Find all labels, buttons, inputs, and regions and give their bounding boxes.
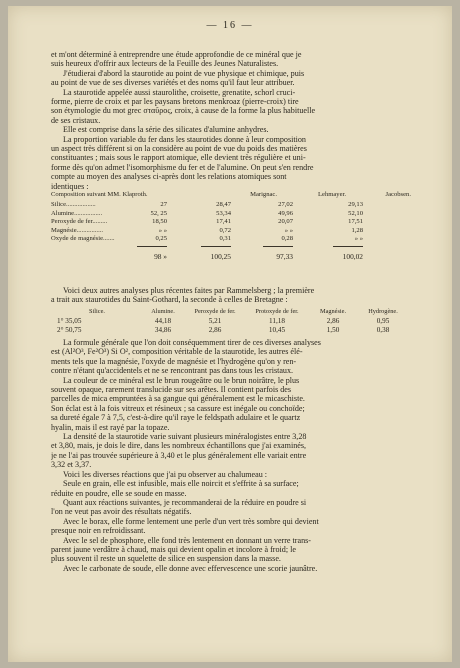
table-cell: » » [158, 226, 167, 234]
table1-header-jacobsen: Jacobsen. [385, 191, 411, 198]
text-line: Elle est comprise dans la série des silicates d'alumine anhydres. [63, 125, 269, 135]
text-line: parcelles de mica empruntées à sa gangue qui généralement est le micaschiste. [51, 394, 305, 404]
table-cell: 0,72 [219, 226, 231, 234]
table-header-cell: Protoxyde de fer. [255, 308, 299, 315]
table1-rows [51, 201, 415, 244]
paragraph-intro [51, 50, 415, 191]
text-line: Voici deux autres analyses plus récentes faites par Rammelsberg ; la première [63, 286, 315, 295]
text-line: J'étudierai d'abord la staurotide au point de vue physique et chimique, puis [63, 68, 305, 78]
table-cell: 20,07 [278, 218, 293, 226]
table-cell: Alumine................. [51, 209, 103, 217]
total-klaproth: 98 » [154, 252, 167, 261]
table-header-cell: Alumine. [151, 308, 175, 315]
text-line: Avec le carbonate de soude, elle donne avec effervescence une scorie jaunâtre. [63, 563, 318, 573]
table-cell: 27,02 [278, 201, 293, 208]
text-line: parent jaune verdâtre à chaud, mais qui devient opalin et incolore à froid; le [51, 544, 296, 554]
sum-rule [201, 246, 231, 247]
text-line: Avec le sel de phosphore, elle fond très lentement en donnant un verre trans- [63, 535, 311, 545]
text-line: La couleur de ce minéral est le brun rougeâtre ou le brun noirâtre, le plus [63, 375, 300, 385]
text-line: La densité de la staurotide varie suivant plusieurs minéralogistes entre 3,28 [63, 432, 307, 442]
text-line: son étymologie du mot grec σταῦρος, croix, à cause de la forme la plus habituelle [51, 106, 316, 116]
text-line: suis heureux d'offrir aux lecteurs de la Feuille des Jeunes Naturalistes. [51, 59, 279, 69]
text-line: ments tels que la magnésie, l'oxyde de magnésie et l'hydrogène qu'on y ren- [51, 356, 297, 366]
table-cell: 2° 50,75 [57, 325, 82, 334]
text-line: et 3,80, mais, je dois le dire, dans les nombreux échantillons que j'ai examinés, [51, 441, 307, 451]
table-cell: 10,45 [268, 325, 286, 334]
text-line: Son éclat est à la fois vitreux et résineux ; sa cassure est inégale ou conchoïde; [51, 403, 305, 413]
text-line: réduite en poudre, elle se soude en masse. [51, 488, 187, 498]
table-cell: 0,25 [155, 235, 167, 243]
table-row [51, 235, 415, 244]
text-line: 3,32 et 3,37. [51, 460, 92, 470]
text-line: plus souvent il reste un squelette de silice en suspension dans la masse. [51, 554, 281, 564]
page-number: — 16 — [206, 20, 254, 31]
table-cell: 1° 35,05 [57, 317, 82, 325]
table-row [51, 326, 415, 335]
scanned-page [8, 6, 452, 662]
text-line: La formule générale que l'on doit conséquemment tirer de ces diverses analyses [63, 338, 321, 347]
table-cell: 53,34 [216, 209, 231, 217]
table-cell: 2,86 [208, 325, 222, 334]
table-cell: 5,21 [208, 317, 222, 325]
sum-rule [263, 246, 293, 247]
table-cell: 52,10 [348, 209, 363, 217]
text-line: un aspect très différent si on la considère au point de vue du poids des matières [51, 144, 307, 154]
table-row [51, 201, 415, 210]
table-cell: 27 [160, 201, 167, 208]
analysis-table-1 [51, 191, 415, 277]
table-header-cell: Silice. [89, 308, 105, 315]
table-cell: 0,38 [376, 325, 390, 334]
table1-totals [51, 253, 415, 263]
table-cell: 17,51 [348, 218, 363, 226]
table-cell: 1,28 [351, 226, 363, 234]
sum-rule [333, 246, 363, 247]
table2-rows [51, 317, 415, 334]
table-header-cell: Magnésie. [319, 308, 347, 315]
text-line: l'on ne veut pas avoir des résultats négatifs. [51, 507, 192, 517]
text-line: Avec le borax, elle forme lentement une perle d'un vert très sombre qui devient [63, 516, 319, 526]
table-cell: 34,86 [154, 325, 172, 334]
analysis-table-2 [51, 308, 415, 336]
paragraph-properties [51, 338, 415, 573]
table-cell: 11,18 [269, 317, 285, 325]
text-line: hyalin, mais il est rayé par la topaze. [51, 422, 170, 432]
text-line: est (Al²O³, Fe²O³) Si O², composition véritable de la staurotide, les autres élé- [51, 347, 303, 357]
text-line: contre n'étant qu'accidentels et ne se rencontrant pas dans tous les cristaux. [51, 366, 294, 376]
table-row [51, 317, 415, 326]
table-row [51, 227, 415, 236]
table-cell: 0,28 [281, 235, 293, 243]
text-line: de ses cristaux. [51, 115, 101, 125]
table1-header-marignac: Marignac. [250, 191, 277, 198]
text-line: compte au moyen des analyses ci-après dont les relations atomiques sont [51, 172, 287, 182]
table-cell: 1,50 [326, 325, 340, 334]
text-line: Seule en grain, elle est infusible, mais elle noircit et s'effrite à sa surface; [63, 479, 299, 489]
text-line: identiques : [51, 181, 89, 191]
table-cell: Peroxyde de fer......... [51, 218, 108, 226]
table-row [51, 210, 415, 219]
table-cell: » » [354, 235, 363, 243]
table-cell: 0,31 [219, 235, 231, 243]
table-cell: 2,86 [326, 317, 340, 325]
table1-header-composition: Composition suivant MM. Klaproth. [51, 191, 148, 198]
table-header-cell: Peroxyde de fer. [194, 308, 236, 315]
table-cell: 29,13 [348, 201, 363, 208]
text-line: sa dureté égale 7 à 7,5, c'est-à-dire qu'il raye le feldspath adulaire et le quartz [51, 413, 301, 423]
total-lehmayer: 97,33 [276, 252, 293, 261]
text-line: et m'ont déterminé à entreprendre une étude approfondie de ce minéral que je [51, 50, 302, 59]
table2-header-row [51, 308, 415, 317]
text-line: forme, pierre de croix et par les paysans bretons menkroaz (pierre-croix) tire [51, 97, 299, 107]
text-line: souvent opaque, rarement translucide sur ses arêtes. Il contient parfois des [51, 385, 292, 395]
text-line: je ne l'ai pas trouvée supérieure à 3,40 et le plus généralement elle variait entre [51, 450, 307, 460]
text-line: forme dès qu'on admet l'isomorphisme du fer et de l'alumine. On peut s'en rendre [51, 162, 314, 172]
table-cell: 0,95 [376, 317, 390, 325]
text-line: constituantes ; mais sous le rapport atomique, elle devient très régulière et uni- [51, 153, 306, 163]
table-cell: 44,18 [154, 317, 172, 325]
table-header-cell: Hydrogène. [368, 308, 398, 315]
text-line: presque noir en refroidissant. [51, 526, 146, 536]
table-cell: Magnésie................ [51, 226, 104, 234]
table-cell: » » [284, 226, 293, 234]
table1-header-lehmayer: Lehmayer. [317, 191, 346, 198]
text-line: Voici les diverses réactions que j'ai pu observer au chalumeau : [63, 469, 268, 479]
table-cell: 17,41 [216, 218, 231, 226]
total-jacobsen: 100,02 [342, 252, 363, 261]
text-line: a trait aux staurotides du Saint-Gothard, la seconde à celles de Bretagne : [51, 295, 288, 305]
table-cell: Oxyde de magnésie....... [51, 235, 115, 243]
text-line: La staurotide appelée aussi staurolithe, croisette, grenatite, schorl cruci- [63, 87, 296, 97]
sum-rule [137, 246, 167, 247]
table-cell: Silice.................. [51, 201, 96, 208]
table-cell: 28,47 [216, 201, 231, 208]
text-line: Quant aux réactions suivantes, je recommanderai de la réduire en poudre si [63, 497, 307, 507]
table-row [51, 218, 415, 227]
paragraph-rammelsberg [51, 286, 415, 305]
total-marignac: 100,25 [210, 252, 231, 261]
text-line: au point de vue de ses diverses variétés et des noms qu'il faut leur attribuer. [51, 78, 295, 88]
table-cell: 49,96 [278, 209, 293, 217]
table-cell: 18,50 [152, 218, 167, 226]
text-line: La proportion variable du fer dans les staurotides donne à leur composition [63, 134, 306, 144]
table-cell: 52, 25 [150, 209, 167, 217]
